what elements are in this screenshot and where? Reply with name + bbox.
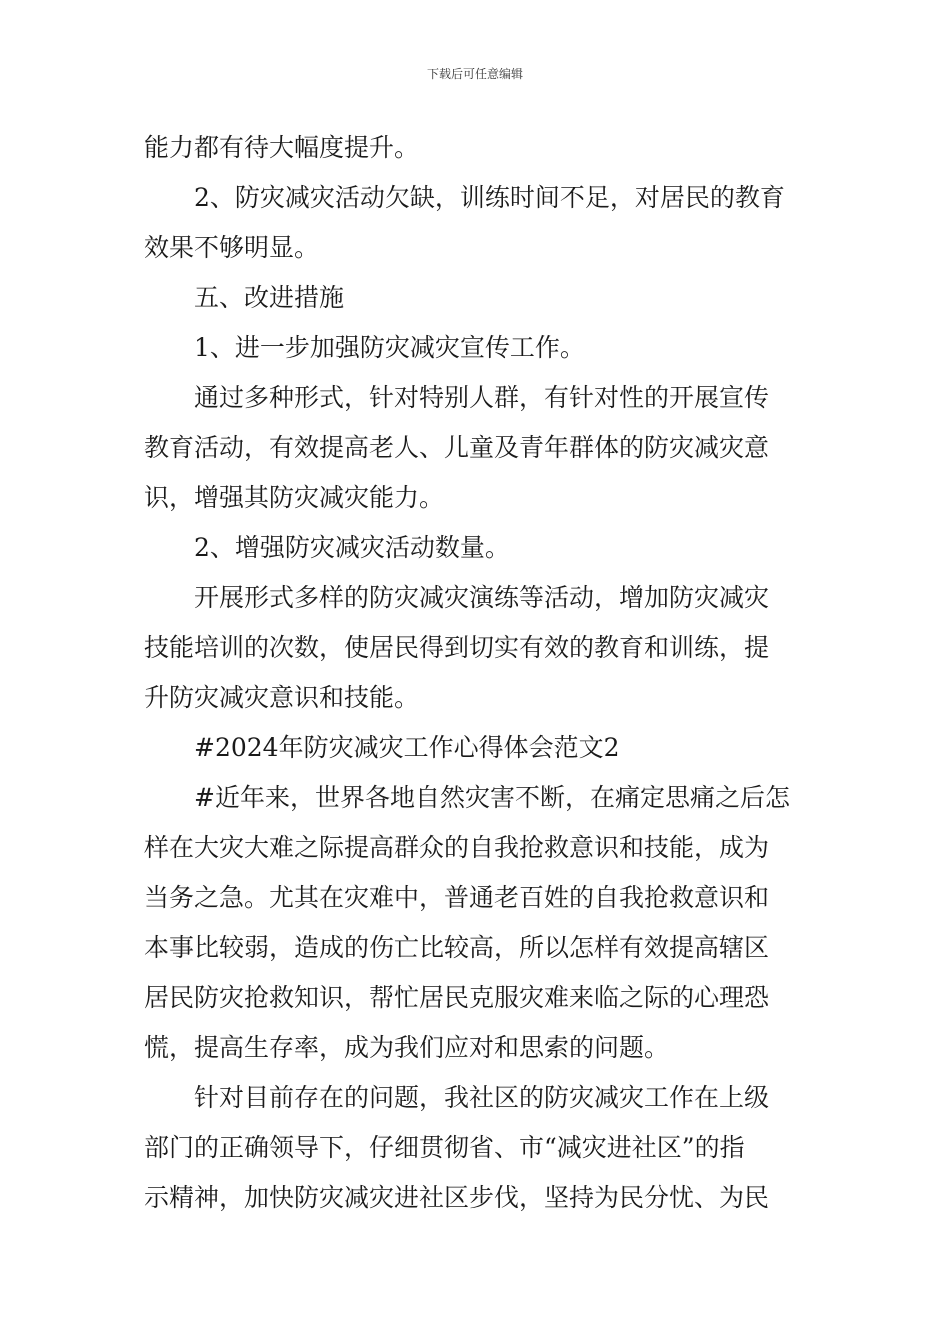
text-line: 通过多种形式，针对特别人群，有针对性的开展宣传 <box>194 383 770 412</box>
text-line: 识，增强其防灾减灾能力。 <box>144 483 445 512</box>
document-body <box>144 123 808 1223</box>
text-line: 开展形式多样的防灾减灾演练等活动，增加防灾减灾 <box>194 583 770 612</box>
text-line: 1、进一步加强防灾减灾宣传工作。 <box>194 333 585 362</box>
section-heading: 五、改进措施 <box>194 283 345 312</box>
text-line: 居民防灾抢救知识，帮忙居民克服灾难来临之际的心理恐 <box>144 983 770 1012</box>
text-line: 升防灾减灾意识和技能。 <box>144 683 420 712</box>
text-line: 2、防灾减灾活动欠缺，训练时间不足，对居民的教育 <box>194 183 785 212</box>
text-line: 部门的正确领导下，仔细贯彻省、市“减灾进社区”的指 <box>144 1133 745 1162</box>
text-line: 慌，提高生存率，成为我们应对和思索的问题。 <box>144 1033 670 1062</box>
text-line: 本事比较弱，造成的伤亡比较高，所以怎样有效提高辖区 <box>144 933 770 962</box>
page-header: 下载后可任意编辑 <box>426 67 523 81</box>
text-line: 示精神，加快防灾减灾进社区步伐，坚持为民分忧、为民 <box>144 1183 770 1212</box>
text-line: 样在大灾大难之际提高群众的自我抢救意识和技能，成为 <box>144 833 770 862</box>
article-title: #2024年防灾减灾工作心得体会范文2 <box>194 733 620 762</box>
text-line: 能力都有待大幅度提升。 <box>144 133 420 162</box>
text-line: 2、增强防灾减灾活动数量。 <box>194 533 510 562</box>
text-line: 针对目前存在的问题，我社区的防灾减灾工作在上级 <box>194 1083 770 1112</box>
text-line: 效果不够明显。 <box>144 233 320 262</box>
text-line: #近年来，世界各地自然灾害不断，在痛定思痛之后怎 <box>194 783 790 812</box>
text-line: 当务之急。尤其在灾难中，普通老百姓的自我抢救意识和 <box>144 883 770 912</box>
text-line: 教育活动，有效提高老人、儿童及青年群体的防灾减灾意 <box>144 433 770 462</box>
text-line: 技能培训的次数，使居民得到切实有效的教育和训练，提 <box>144 633 770 662</box>
